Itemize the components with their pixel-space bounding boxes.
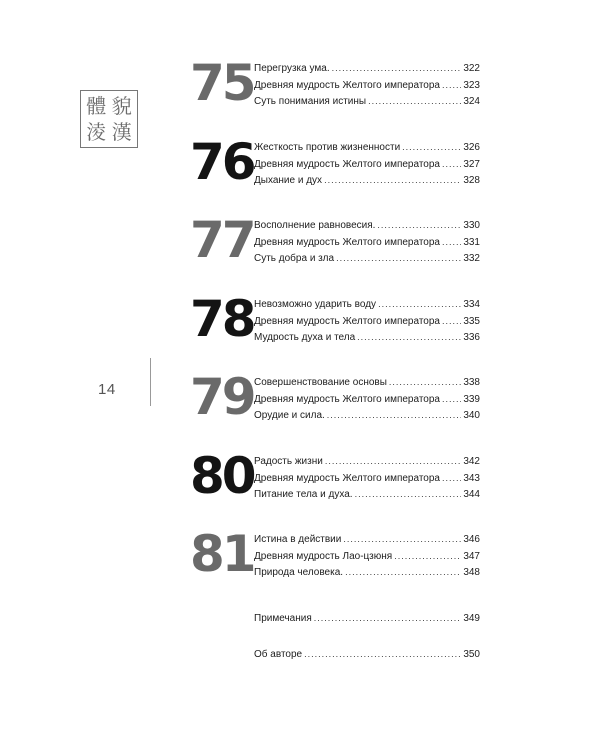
chapter-80 xyxy=(190,447,480,513)
toc-entry-title: Древняя мудрость Желтого императора xyxy=(254,393,440,405)
toc-entry[interactable] xyxy=(254,156,480,173)
chapter-75 xyxy=(190,54,480,120)
chapter-entries xyxy=(254,374,480,424)
chapter-number: 79 xyxy=(190,368,254,426)
chapter-entries xyxy=(254,531,480,581)
dot-leader xyxy=(357,329,461,346)
toc-entry-title: Древняя мудрость Желтого императора xyxy=(254,158,440,170)
toc-entry[interactable] xyxy=(254,93,480,110)
toc-entry-page: 344 xyxy=(463,489,480,500)
dot-leader xyxy=(442,234,461,251)
toc-entry[interactable] xyxy=(254,296,480,313)
toc-entry[interactable] xyxy=(254,217,480,234)
chapter-79 xyxy=(190,368,480,434)
toc-entry[interactable] xyxy=(254,564,480,581)
dot-leader xyxy=(314,610,462,627)
chapter-number: 81 xyxy=(190,525,254,583)
dot-leader xyxy=(355,486,462,503)
dot-leader xyxy=(394,548,461,565)
chapter-77 xyxy=(190,211,480,277)
toc-entry[interactable] xyxy=(254,453,480,470)
toc-entry-page: 332 xyxy=(463,253,480,264)
dot-leader xyxy=(442,470,461,487)
toc-entry-title: Природа человека. xyxy=(254,567,344,578)
dot-leader xyxy=(368,93,461,110)
chapter-number: 78 xyxy=(190,290,254,348)
chapter-81 xyxy=(190,525,480,591)
dot-leader xyxy=(402,139,461,156)
toc-entry[interactable] xyxy=(254,391,480,408)
toc-entry-page: 338 xyxy=(463,377,480,388)
toc-entry-title: Орудие и сила. xyxy=(254,410,325,421)
toc-entry-title: Древняя мудрость Лао-цзюня xyxy=(254,550,393,562)
toc-entry-title: Древняя мудрость Желтого императора xyxy=(254,236,440,248)
toc-entry[interactable] xyxy=(254,531,480,548)
chapter-entries xyxy=(254,139,480,189)
toc-entry-title: Совершенствование основы xyxy=(254,377,387,388)
about-author-entry-block xyxy=(254,646,480,663)
toc-entry[interactable] xyxy=(254,234,480,251)
chapter-number: 76 xyxy=(190,133,254,191)
seal-char: 淩 xyxy=(86,119,107,144)
toc-entry-title: Мудрость духа и тела xyxy=(254,332,356,343)
toc-entry-page: 326 xyxy=(463,142,480,153)
toc-entry-title: Суть добра и зла xyxy=(254,253,335,264)
notes-entry-block xyxy=(254,610,480,627)
toc-entry-page: 342 xyxy=(463,456,480,467)
toc-entry-title: Дыхание и дух xyxy=(254,175,323,186)
toc-entry[interactable] xyxy=(254,407,480,424)
seal-char: 貌 xyxy=(111,94,132,119)
toc-entry[interactable] xyxy=(254,77,480,94)
seal-char: 漢 xyxy=(111,119,132,144)
dot-leader xyxy=(304,646,461,663)
toc-entry-title: Невозможно ударить воду xyxy=(254,299,377,310)
toc-entry-page: 335 xyxy=(463,315,480,327)
toc-entry-page: 334 xyxy=(463,299,480,310)
toc-entry-title: Жесткость против жизненности xyxy=(254,142,401,153)
dot-leader xyxy=(343,531,461,548)
toc-entry-title: Радость жизни xyxy=(254,456,323,467)
chapter-entries xyxy=(254,453,480,503)
toc-entry[interactable] xyxy=(254,329,480,346)
toc-entry[interactable] xyxy=(254,172,480,189)
toc-entry-page: 331 xyxy=(463,236,480,248)
toc-entry-page: 339 xyxy=(463,393,480,405)
dot-leader xyxy=(327,407,462,424)
dot-leader xyxy=(442,77,461,94)
toc-entry-page: 323 xyxy=(463,79,480,91)
dot-leader xyxy=(389,374,461,391)
dot-leader xyxy=(332,60,462,77)
toc-entry-page: 330 xyxy=(463,220,480,231)
page-number-rule xyxy=(150,358,151,406)
toc-entry-page: 340 xyxy=(463,410,480,421)
page-number: 14 xyxy=(98,381,116,398)
toc-entry-page: 346 xyxy=(463,534,480,545)
dot-leader xyxy=(336,250,461,267)
toc-entry-page: 343 xyxy=(463,472,480,484)
toc-entry[interactable] xyxy=(254,374,480,391)
chapter-entries xyxy=(254,60,480,110)
chinese-seal-stamp xyxy=(80,90,138,148)
seal-char: 體 xyxy=(86,94,107,119)
toc-entry-about-author[interactable] xyxy=(254,646,480,663)
toc-entry-title: Суть понимания истины xyxy=(254,96,367,107)
toc-entry-page: 336 xyxy=(463,332,480,343)
toc-entry-page: 324 xyxy=(463,96,480,107)
toc-entry[interactable] xyxy=(254,139,480,156)
toc-entry-title: Восполнение равновесия. xyxy=(254,220,376,231)
dot-leader xyxy=(442,391,461,408)
toc-entry-title: Древняя мудрость Желтого императора xyxy=(254,79,440,91)
toc-entry-title: Древняя мудрость Желтого императора xyxy=(254,315,440,327)
chapter-entries xyxy=(254,296,480,346)
chapter-number: 75 xyxy=(190,54,254,112)
dot-leader xyxy=(442,313,461,330)
dot-leader xyxy=(378,296,461,313)
toc-entry-title: Древняя мудрость Желтого императора xyxy=(254,472,440,484)
toc-entry-page: 328 xyxy=(463,175,480,186)
toc-entry-title: Примечания xyxy=(254,613,312,624)
toc-entry-page: 322 xyxy=(463,63,480,74)
toc-entry[interactable] xyxy=(254,313,480,330)
toc-entry[interactable] xyxy=(254,60,480,77)
chapter-78 xyxy=(190,290,480,356)
toc-entry-title: Об авторе xyxy=(254,649,303,660)
toc-entry-page: 349 xyxy=(463,613,480,624)
toc-entry[interactable] xyxy=(254,470,480,487)
toc-entry[interactable] xyxy=(254,486,480,503)
chapter-entries xyxy=(254,217,480,267)
toc-entry[interactable] xyxy=(254,548,480,565)
toc-entry-page: 327 xyxy=(463,158,480,170)
toc-entry-title: Питание тела и духа. xyxy=(254,489,353,500)
dot-leader xyxy=(325,453,461,470)
toc-entry-page: 350 xyxy=(463,649,480,660)
chapter-number: 80 xyxy=(190,447,254,505)
toc-entry-title: Перегрузка ума. xyxy=(254,63,330,74)
dot-leader xyxy=(324,172,461,189)
toc-entry-page: 347 xyxy=(463,550,480,562)
chapter-number: 77 xyxy=(190,211,254,269)
toc-entry-title: Истина в действии xyxy=(254,534,342,545)
dot-leader xyxy=(377,217,461,234)
dot-leader xyxy=(442,156,461,173)
dot-leader xyxy=(345,564,461,581)
chapter-76 xyxy=(190,133,480,199)
toc-entry[interactable] xyxy=(254,250,480,267)
toc-entry-notes[interactable] xyxy=(254,610,480,627)
toc-entry-page: 348 xyxy=(463,567,480,578)
